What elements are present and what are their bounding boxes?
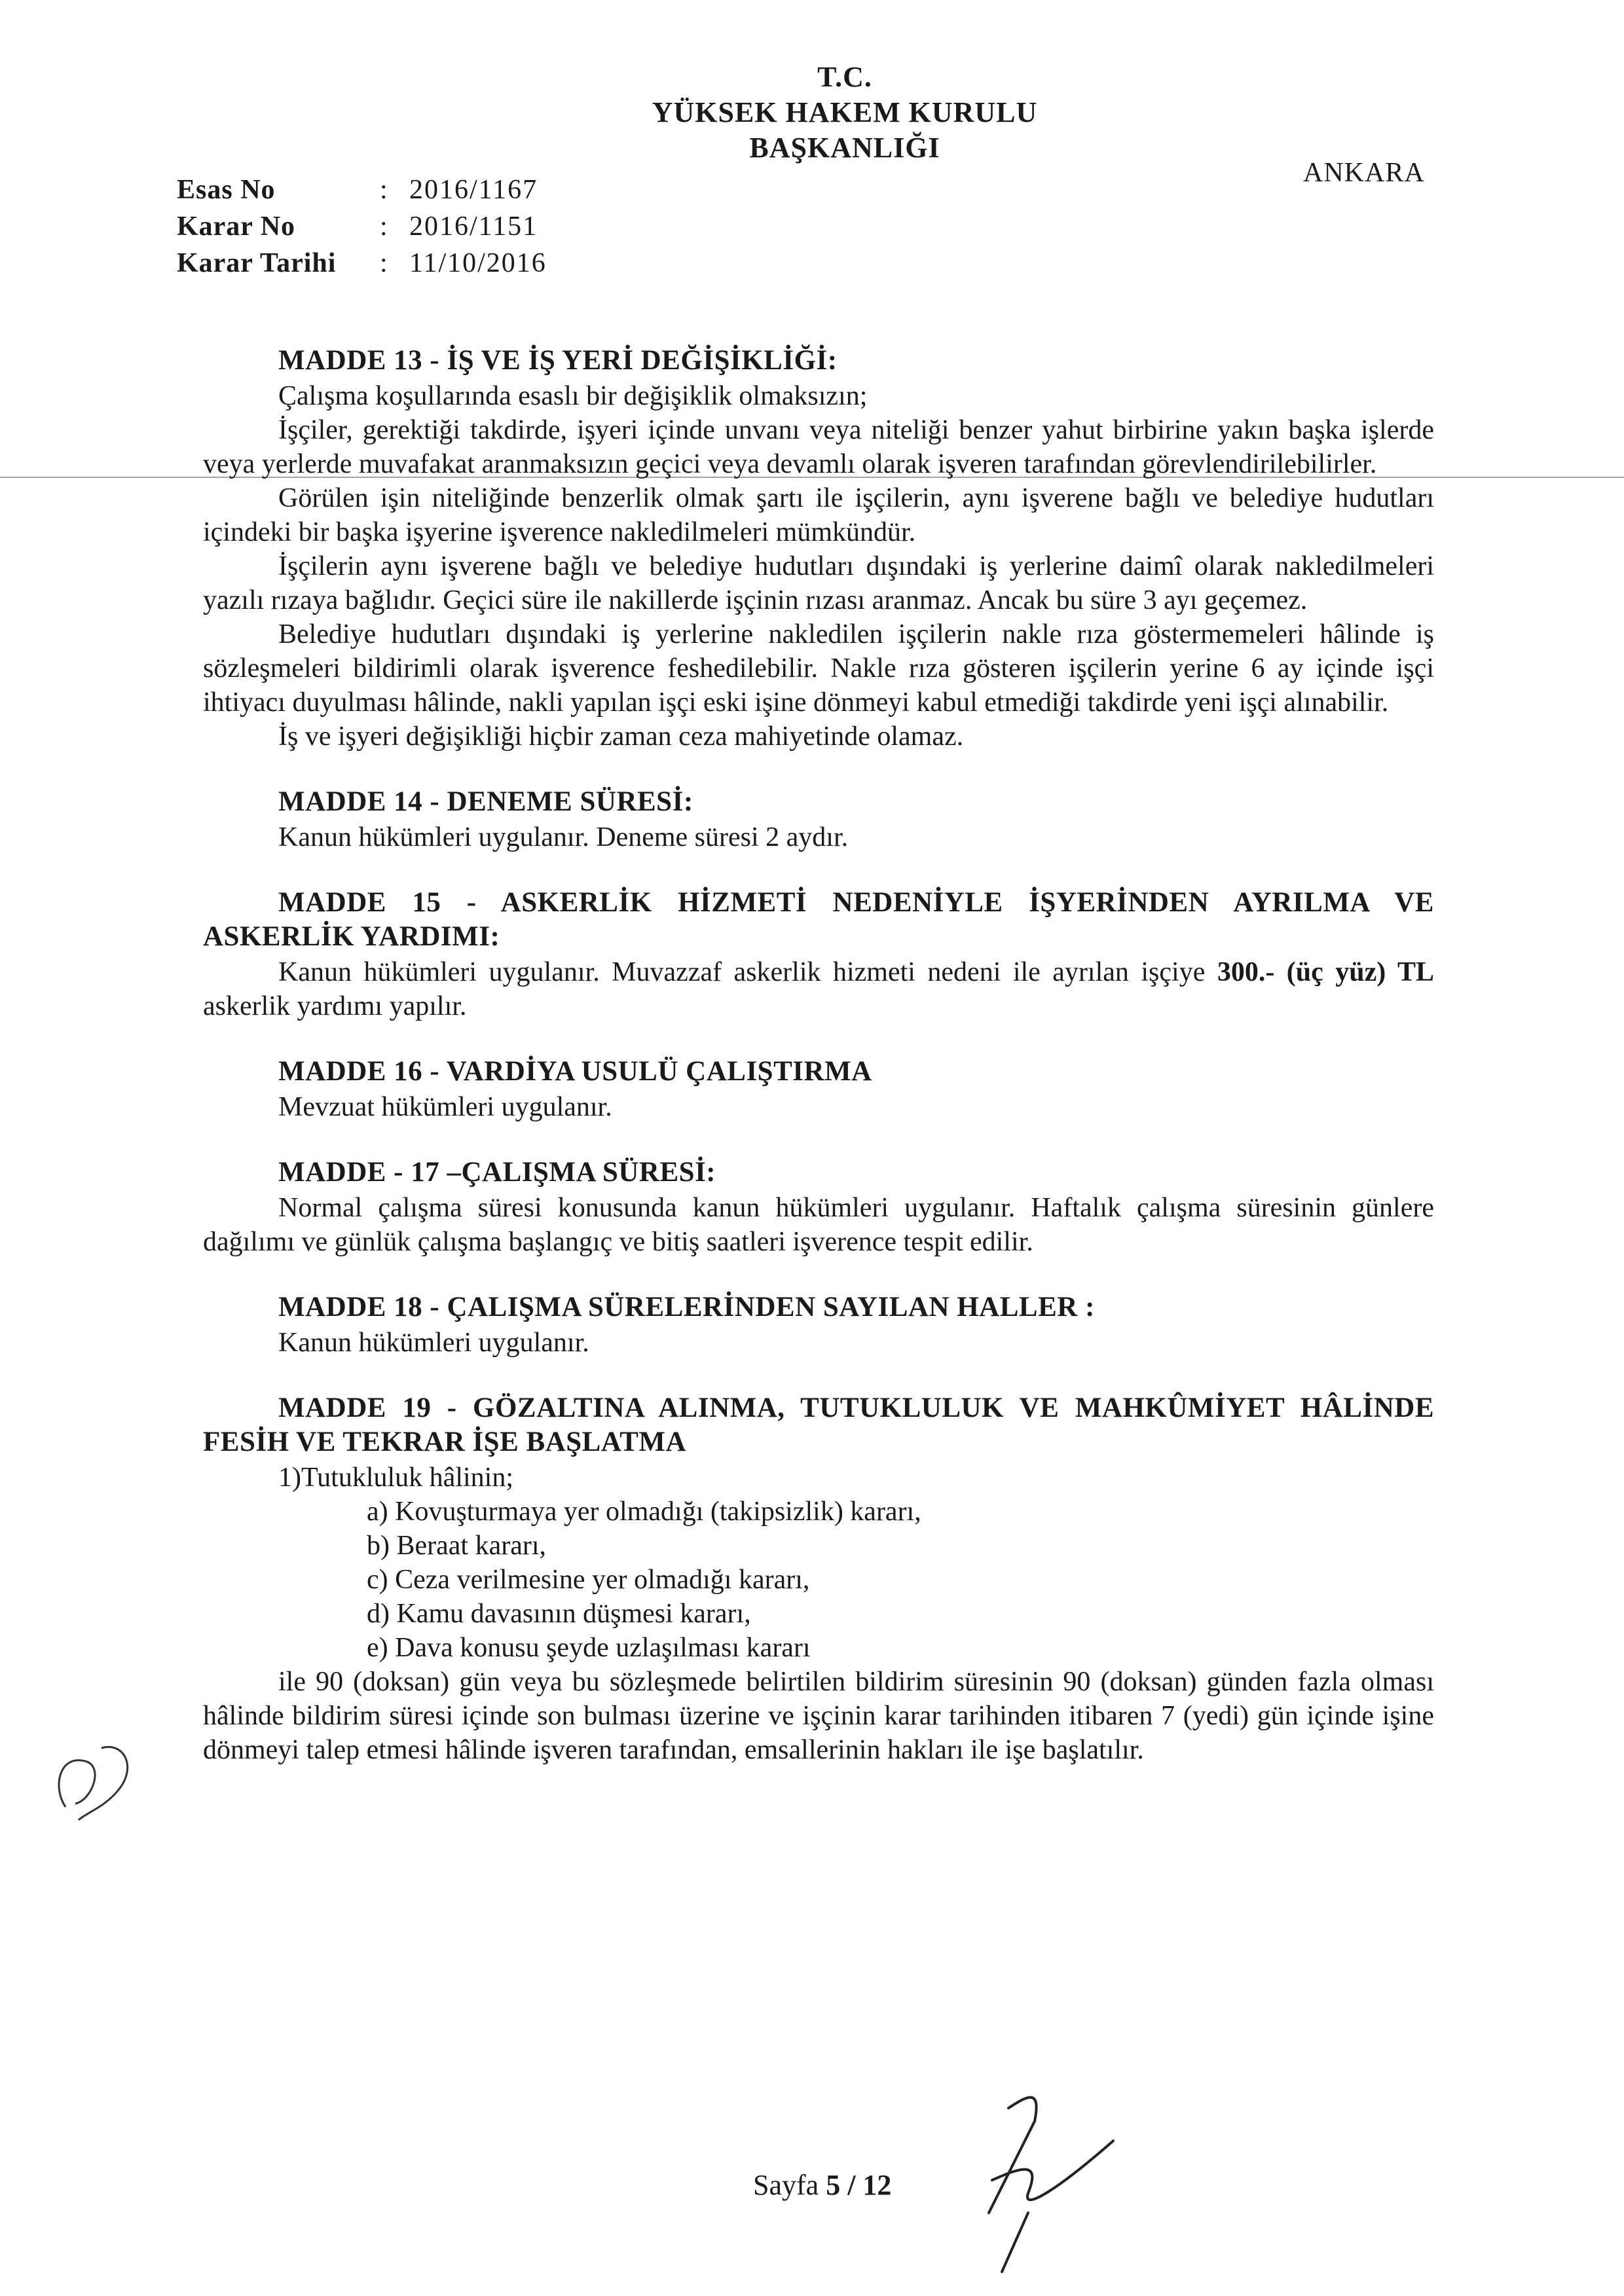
meta-value: 2016/1151 (409, 211, 538, 242)
article-heading: MADDE 13 - İŞ VE İŞ YERİ DEĞİŞİKLİĞİ: (278, 345, 838, 376)
paragraph: İşçilerin aynı işverene bağlı ve belediye hudutları dışındaki iş yerlerine daimî olarak nakledilmeleri yazılı rızaya bağlıdır. Geçici süre ile nakillerde işçinin rızası aranmaz. Ancak bu süre 3 ayı geçemez. (203, 551, 1434, 615)
page-separator: / (840, 2169, 863, 2201)
paragraph: Görülen işin niteliğinde benzerlik olmak şartı ile işçilerin, aynı işverene bağlı ve belediye hudutları içindeki bir başka işyerine işverence nakledilmeleri mümkündür. (203, 483, 1434, 547)
paragraph: Çalışma koşullarında esaslı bir değişiklik olmaksızın; (278, 381, 868, 411)
article-15 (203, 886, 1434, 1023)
article-18 (203, 1290, 1434, 1360)
list-item: a) Kovuşturmaya yer olmadığı (takipsizlik) kararı, (367, 1497, 921, 1527)
list-item: b) Beraat kararı, (367, 1531, 547, 1561)
meta-row-tarih (177, 245, 547, 282)
paragraph: İşçiler, gerektiği takdirde, işyeri içinde unvanı veya niteliği benzer yahut birbirine yakın başka işlerde veya yerlerde muvafakat aranmaksızın geçici veya devamlı olarak işveren tarafından görevlendirilebilirler. (203, 415, 1434, 479)
meta-colon: : (380, 211, 388, 242)
paragraph: Kanun hükümleri uygulanır. Deneme süresi 2 aydır. (278, 822, 849, 852)
meta-colon: : (380, 175, 388, 205)
paragraph: Mevzuat hükümleri uygulanır. (278, 1092, 612, 1122)
document-body (203, 344, 1434, 1798)
article-heading: MADDE 19 - GÖZALTINA ALINMA, TUTUKLULUK VE MAHKÛMİYET HÂLİNDE FESİH VE TEKRAR İŞE BAŞLATMA (203, 1393, 1434, 1457)
header-institution: YÜKSEK HAKEM KURULU (652, 96, 1038, 128)
article-19 (203, 1391, 1434, 1767)
article-heading: MADDE - 17 –ÇALIŞMA SÜRESİ: (278, 1157, 716, 1188)
article-heading: MADDE 18 - ÇALIŞMA SÜRELERİNDEN SAYILAN HALLER : (278, 1292, 1095, 1322)
article-17 (203, 1156, 1434, 1259)
meta-value: 11/10/2016 (409, 248, 547, 278)
page-number (753, 2168, 891, 2202)
paragraph-text: askerlik yardımı yapılır. (203, 991, 467, 1021)
meta-row-esas (177, 172, 547, 208)
paragraph-text: Kanun hükümleri uygulanır. Muvazzaf askerlik hizmeti nedeni ile ayrılan işçiye (278, 957, 1217, 987)
paragraph: Kanun hükümleri uygulanır. (278, 1328, 589, 1358)
article-13 (203, 344, 1434, 754)
meta-label: Karar No (177, 211, 296, 242)
paragraph: ile 90 (doksan) gün veya bu sözleşmede belirtilen bildirim süresinin 90 (doksan) günden fazla olması hâlinde bildirim süresi içinde son bulması üzerine ve işçinin karar tarihinden itibaren 7 (yedi) gün içinde işine dönmeyi talep etmesi hâlinde işveren tarafından, emsallerinin hakları ile işe başlatılır. (203, 1667, 1434, 1765)
paragraph: İş ve işyeri değişikliği hiçbir zaman ceza mahiyetinde olamaz. (278, 721, 964, 752)
signature-mark (930, 2082, 1139, 2278)
case-meta (177, 172, 547, 282)
decision-list (203, 1495, 1434, 1665)
header-department: BAŞKANLIĞI (749, 132, 940, 164)
list-item: c) Ceza verilmesine yer olmadığı kararı, (367, 1565, 810, 1595)
meta-label: Esas No (177, 175, 276, 205)
header-tc: T.C. (817, 61, 872, 93)
meta-row-karar (177, 208, 547, 245)
page-total: 12 (862, 2169, 892, 2201)
header-city: ANKARA (1303, 158, 1425, 188)
paragraph: 1)Tutukluluk hâlinin; (278, 1463, 513, 1493)
paragraph (203, 955, 1434, 1023)
meta-value: 2016/1167 (409, 175, 538, 205)
article-heading: MADDE 15 - ASKERLİK HİZMETİ NEDENİYLE İŞYERİNDEN AYRILMA VE ASKERLİK YARDIMI: (203, 887, 1434, 952)
article-heading: MADDE 14 - DENEME SÜRESİ: (278, 786, 693, 817)
list-item: e) Dava konusu şeyde uzlaşılması kararı (367, 1633, 811, 1663)
article-14 (203, 785, 1434, 854)
meta-colon: : (380, 248, 388, 278)
article-16 (203, 1055, 1434, 1124)
meta-label: Karar Tarihi (177, 248, 337, 278)
page-label: Sayfa (753, 2169, 819, 2201)
margin-initial-mark (39, 1728, 151, 1827)
article-heading: MADDE 16 - VARDİYA USULÜ ÇALIŞTIRMA (278, 1056, 872, 1087)
list-item: d) Kamu davasının düşmesi kararı, (367, 1599, 751, 1629)
page-current: 5 (826, 2169, 841, 2201)
paragraph: Normal çalışma süresi konusunda kanun hükümleri uygulanır. Haftalık çalışma süresinin günlere dağılımı ve günlük çalışma başlangıç ve bitiş saatleri işverence tespit edilir. (203, 1193, 1434, 1257)
paragraph: Belediye hudutları dışındaki iş yerlerine nakledilen işçilerin nakle rıza göstermemeleri hâlinde iş sözleşmeleri bildirimli olarak işverence feshedilebilir. Nakle rıza gösteren işçilerin yerine 6 ay içinde işçi ihtiyacı duyulması hâlinde, nakli yapılan işçi eski işine dönmeyi kabul etmediği takdirde yeni işçi alınabilir. (203, 619, 1434, 718)
paragraph-amount: 300.- (üç yüz) TL (1217, 957, 1434, 987)
